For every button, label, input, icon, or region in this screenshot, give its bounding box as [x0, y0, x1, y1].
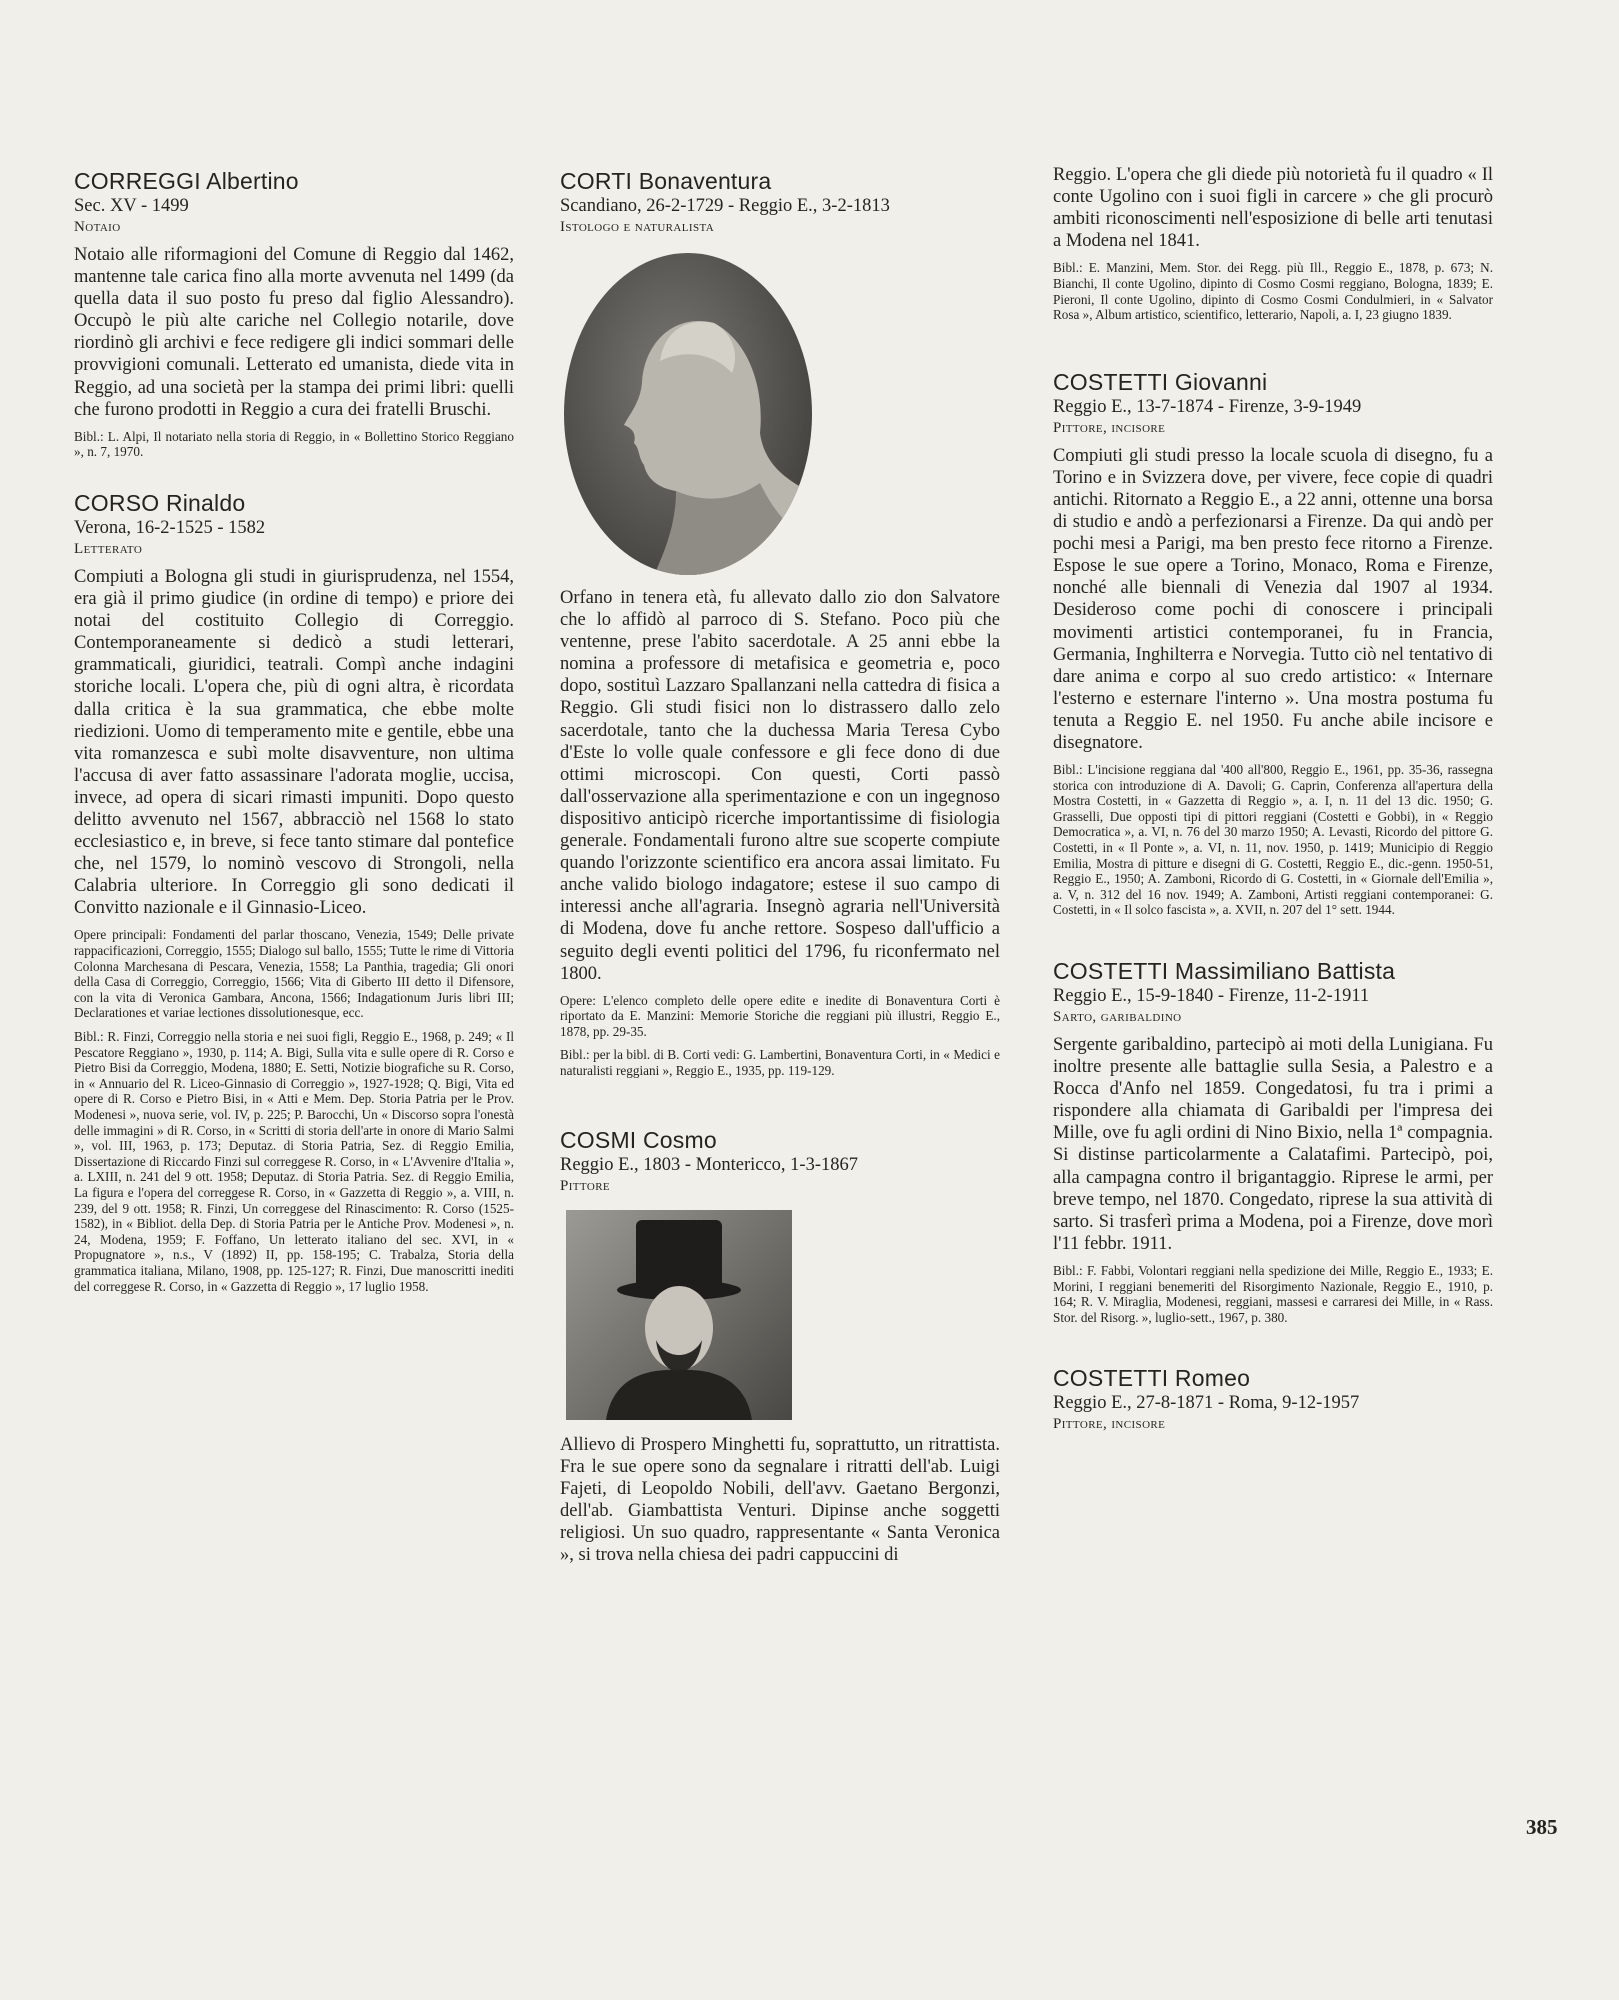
entry-body: Compiuti gli studi presso la locale scuola di disegno, fu a Torino e in Svizzera dove, per vivere, fece copie di quadri antichi. Ritornato a Reggio E., a 22 anni, ottenne una borsa di studio e andò a perfezionarsi a Firenze. Da qui andò per pochi mesi a Parigi, ma ben presto fece ritorno a Firenze. Espose le sue opere a Torino, Monaco, Roma e Firenze, nonché alle biennali di Venezia dal 1907 al 1934. Desideroso come pochi di conoscere i principali movimenti artistici contemporanei, fu in Francia, Germania, Inghilterra e Norvegia. Tutto ciò nel tentativo di dare anima e corpo al suo credo artistico: « Internare l'esterno e esternare l'interno ». Una mostra postuma fu tenuta a Reggio E. nel 1950. Fu anche abile incisore e disegnatore.	[1053, 445, 1493, 753]
entry-surname: COSTETTI	[1053, 368, 1169, 395]
entry-heading	[74, 490, 514, 516]
entry-corso	[74, 490, 514, 1294]
page-number: 385	[1526, 1815, 1558, 1839]
entry-role: Pittore, incisore	[1053, 419, 1166, 436]
entry-bibliography: Bibl.: L. Alpi, Il notariato nella storia di Reggio, in « Bollettino Storico Reggiano », n. 7, 1970.	[74, 428, 514, 460]
entry-surname: COSMI	[560, 1126, 637, 1153]
entry-dates: Sec. XV - 1499	[74, 196, 189, 216]
entry-costetti-giovanni	[1053, 369, 1493, 918]
profile-bust-image	[564, 253, 812, 575]
entry-works: Opere principali: Fondamenti del parlar thoscano, Venezia, 1549; Delle private rappacificazioni, Correggio, 1555; Dialogo sul ballo, 1555; Tutte le rime di Vittoria Colonna Marchesana di Pescara, Venezia, 1558; La Panthia, tragedia; Gli onori della Casa di Correggio, Correggio, 1566; Vita di Giberto III detto il Difensore, con la vita di Veronica Gambara, Ancona, 1566; Indagationum Juris libri III; Declarationes et variae lectiones dissolutionesque, ecc.	[74, 927, 514, 1021]
entry-body: Sergente garibaldino, partecipò ai moti della Lunigiana. Fu inoltre presente alle battaglie sulla Sesia, a Palestro e a Rocca d'Anfo nel 1859. Congedatosi, fu tra i primi a rispondere alla chiamata di Garibaldi per l'impresa dei Mille, ove fu agli ordini di Nino Bixio, nella 1ª compagnia. Si distinse particolarmente a Calatafimi. Partecipò, poi, alla campagna contro il brigantaggio. Riprese le armi, per breve tempo, nel 1870. Congedato, riprese la sua attività di sarto. Si trasferì prima a Modena, poi a Firenze, dove morì l'11 febbr. 1911.	[1053, 1035, 1493, 1254]
man-top-hat-image	[566, 1210, 792, 1420]
entry-role: Letterato	[74, 540, 143, 557]
entry-costetti-romeo	[1053, 1365, 1493, 1434]
entry-body: Allievo di Prospero Minghetti fu, soprattutto, un ritrattista. Fra le sue opere sono da segnalare i ritratti dell'ab. Luigi Fajeti, di Leopoldo Nobili, dell'avv. Gaetano Bergonzi, dell'ab. Giambattista Venturi. Dipinse anche soggetti religiosi. Un suo quadro, rappresentante « Santa Veronica », si trova nella chiesa dei padri cappuccini di	[560, 1434, 1000, 1566]
entry-role: Notaio	[74, 219, 121, 235]
column-left	[74, 168, 514, 1324]
entry-heading	[560, 1127, 1000, 1153]
entry-dates: Reggio E., 13-7-1874 - Firenze, 3-9-1949	[1053, 396, 1362, 417]
entry-given-name: Massimiliano Battista	[1174, 958, 1396, 984]
entry-surname: COSTETTI	[1053, 1365, 1169, 1392]
entry-costetti-massimiliano	[1053, 958, 1493, 1325]
column-right	[1053, 164, 1493, 1464]
entry-bibliography: Bibl.: L'incisione reggiana dal '400 all'800, Reggio E., 1961, pp. 35-36, rassegna storica con introduzione di A. Davoli; G. Caprin, Conferenza all'apertura della Mostra Costetti, in « Gazzetta di Reggio », a. I, n. 11 del 13 dic. 1950; G. Grasselli, Due opposti tipi di pittori reggiani (Costetti e Gobbi), in « Reggio Democratica », a. VI, n. 76 del 30 marzo 1950; A. Levasti, Ricordo del pittore G. Costetti, in « Il Ponte », a. VI, n. 11, nov. 1950, p. 1419; Municipio di Reggio Emilia, Mostra di pitture e disegni di G. Costetti, Reggio E., dic.-genn. 1950-51, Reggio E., 1950; A. Zamboni, Ricordo di G. Costetti, in « Giornale dell'Emilia », a. V, n. 312 del 16 nov. 1949; A. Zamboni, Artisti reggiani contemporanei: G. Costetti, in « Il solco fascista », a. XVII, n. 207 del 1° sett. 1944.	[1053, 762, 1493, 918]
entry-given-name: Bonaventura	[638, 168, 772, 194]
column-middle	[560, 168, 1000, 1596]
entry-role: Istologo e naturalista	[560, 219, 715, 235]
portrait-cosmi-photo	[566, 1210, 792, 1420]
entry-body: Orfano in tenera età, fu allevato dallo zio don Salvatore che lo affidò al parroco di S. Stefano. Poco più che ventenne, prese l'abito sacerdotale. A 25 anni ebbe la nomina a professore di metafisica e geometria e, poco dopo, sostituì Lazzaro Spallanzani nella cattedra di fisica a Reggio. Gli studi fisici non lo distrassero dallo zelo sacerdotale, tanto che la duchessa Maria Teresa Cybo d'Este lo volle quale confessore e gli fece dono di due ottimi microscopi. Con questi, Corti passò dall'osservazione alla sperimentazione e con un ingegnoso dispositivo anticipò ricerche importantissime di fisiologia generale. Fondamentali furono altre sue scoperte compiute quando l'orizzonte scientifico era ancora assai limitato. Fu anche valido biologo indagatore; estese il suo campo di interessi anche all'agraria. Insegnò agraria nell'Università di Modena, dove fu anche rettore. Sospeso dall'ufficio a seguito degli eventi politici del 1796, fu riconfermato nel 1800.	[560, 588, 1000, 984]
entry-dates: Scandiano, 26-2-1729 - Reggio E., 3-2-1813	[560, 196, 890, 216]
entry-works: Opere: L'elenco completo delle opere edite e inedite di Bonaventura Corti è riportato da E. Manzini: Memorie Storiche die reggiani più illustri, Reggio E., 1878, pp. 29-35.	[560, 992, 1000, 1039]
entry-heading	[74, 168, 514, 194]
entry-surname: CORTI	[560, 168, 633, 194]
entry-surname: COSTETTI	[1053, 958, 1169, 984]
entry-dates: Reggio E., 27-8-1871 - Roma, 9-12-1957	[1053, 1393, 1360, 1414]
entry-surname: CORSO	[74, 489, 160, 516]
entry-role: Pittore, incisore	[1053, 1416, 1166, 1433]
entry-role: Pittore	[560, 1177, 611, 1194]
entry-body: Reggio. L'opera che gli diede più notorietà fu il quadro « Il conte Ugolino con i suoi figli in carcere » che gli procurò ambiti riconoscimenti nell'esposizione di belle arti tenutasi a Modena nel 1841.	[1053, 165, 1493, 252]
entry-given-name: Giovanni	[1174, 368, 1268, 395]
entry-given-name: Romeo	[1174, 1365, 1251, 1392]
entry-body: Notaio alle riformagioni del Comune di Reggio dal 1462, mantenne tale carica fino alla morte avvenuta nel 1499 (da quella data il suo posto fu preso dal figlio Alessandro). Occupò le più alte cariche nel Collegio notarile, dove riordinò gli archivi e fece redigere gli indici sommari delle provvigioni comunali. Letterato ed umanista, diede vita in Reggio, ad una società per la stampa dei primi libri: quelli che furono prodotti in Reggio a cura dei fratelli Bruschi.	[74, 245, 514, 420]
entry-bibliography: Bibl.: R. Finzi, Correggio nella storia e nei suoi figli, Reggio E., 1968, p. 249; « Il Pescatore Reggiano », 1930, p. 114; A. Bigi, Sulla vita e sulle opere di R. Corso e Pietro Bisi da Correggio, Modena, 1880; E. Setti, Notizie biografiche su R. Corso, in « Annuario del R. Liceo-Ginnasio di Correggio », 1927-1928; Q. Bigi, Vita ed opere di R. Corso e Pietro Bisi, in « Atti e Mem. Dep. Storia Patria per le Prov. Modenesi », nuova serie, vol. IV, p. 225; P. Barocchi, Un « Discorso sopra l'onestà delle immagini » di R. Corso, in « Scritti di storia dell'arte in onore di Mario Salmi », vol. III, 1963, p. 173; Deputaz. di Storia Patria, Sez. di Reggio Emilia, Dissertazione di Riccardo Finzi sul correggese R. Corso, in « L'Avvenire d'Italia », a. LXIII, n. 241 del 9 ott. 1958; Deputaz. di Storia Patria. Sez. di Reggio Emilia, La figura e l'opera del correggese R. Corso, in « Gazzetta di Reggio », a. VIII, n. 239, del 9 ott. 1958; R. Finzi, Un correggese del Rinascimento: R. Corso (1525-1582), in « Bibliot. della Dep. di Storia Patria per le Antiche Prov. Modenesi », n. 24, Modena, 1959; F. Foffano, Un letterato italiano del sec. XVI, in « Propugnatore », n.s., V (1892) II, pp. 158-195; C. Trabalza, Storia della grammatica italiana, Milano, 1908, pp. 125-127; R. Finzi, Due manoscritti inediti del correggese R. Corso, in « Gazzetta di Reggio », 17 luglio 1958.	[74, 1029, 514, 1294]
entry-dates: Reggio E., 15-9-1840 - Firenze, 11-2-1911	[1053, 986, 1370, 1006]
entry-role: Sarto, garibaldino	[1053, 1009, 1182, 1025]
entry-body: Compiuti a Bologna gli studi in giurisprudenza, nel 1554, era già il primo giudice (in ordine di tempo) e priore dei notai del costituito Collegio di Correggio. Contemporaneamente si dedicò a studi letterari, grammaticali, giuridici, teatrali. Compì anche indagini storiche locali. L'opera che, più di ogni altra, è ricordata dalla critica è la sua grammatica, che ebbe molte riedizioni. Uomo di temperamento mite e gentile, ebbe una vita romanzesca e subì molte disavventure, non ultima l'accusa di aver fatto assassinare l'adorata moglie, uccisa, invece, ad opera di sicari rimasti impuniti. Dopo questo delitto avvenuto nel 1567, abbracciò nel 1568 lo stato ecclesiastico e, in breve, si fece tanto stimare dal pontefice che, nel 1579, lo nominò vescovo di Strongoli, nella Calabria ulteriore. In Correggio gli sono dedicati il Convitto nazionale e il Ginnasio-Liceo.	[74, 566, 514, 919]
entry-correggi	[74, 168, 514, 460]
entry-given-name: Rinaldo	[165, 489, 246, 516]
entry-heading	[1053, 369, 1493, 395]
entry-bibliography: Bibl.: F. Fabbi, Volontari reggiani nella spedizione dei Mille, Reggio E., 1933; E. Morini, I reggiani benemeriti del Risorgimento Nazionale, Reggio E., 1910, p. 164; R. V. Miraglia, Modenesi, reggiani, massesi e carraresi dei Mille, in « Rass. Stor. del Risorg. », luglio-sett., 1967, p. 380.	[1053, 1262, 1493, 1325]
entry-heading	[1053, 1365, 1493, 1391]
entry-bibliography: Bibl.: per la bibl. di B. Corti vedi: G. Lambertini, Bonaventura Corti, in « Medici e naturalisti reggiani », Reggio E., 1935, pp. 119-129.	[560, 1047, 1000, 1079]
entry-given-name: Cosmo	[642, 1126, 717, 1153]
entry-dates: Verona, 16-2-1525 - 1582	[74, 517, 266, 538]
entry-surname: CORREGGI	[74, 168, 201, 194]
entry-given-name: Albertino	[206, 168, 299, 194]
entry-cosmi-continued	[1053, 164, 1493, 323]
entry-dates: Reggio E., 1803 - Montericco, 1-3-1867	[560, 1154, 858, 1175]
portrait-corti-medallion	[564, 253, 812, 575]
entry-heading	[1053, 958, 1493, 984]
entry-bibliography: Bibl.: E. Manzini, Mem. Stor. dei Regg. più Ill., Reggio E., 1878, p. 673; N. Bianchi, Il conte Ugolino, dipinto di Cosmo Cosmi reggiano, Bologna, 1839; E. Pieroni, Il conte Ugolino, dipinto di Cosmo Cosmi Condulmieri, in « Salvator Rosa », Album artistico, scientifico, letterario, Napoli, a. I, 23 giugno 1839.	[1053, 260, 1493, 323]
entry-cosmi	[560, 1127, 1000, 1567]
entry-heading	[560, 168, 1000, 194]
entry-corti	[560, 168, 1000, 1079]
